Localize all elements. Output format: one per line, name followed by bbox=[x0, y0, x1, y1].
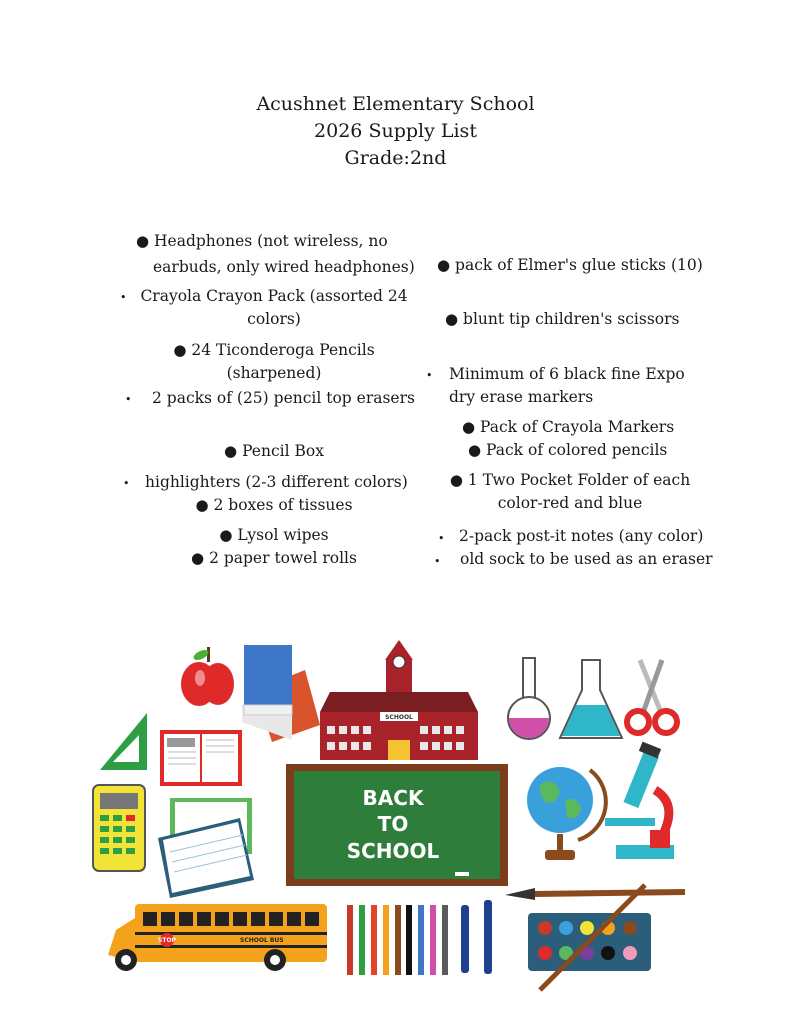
microscope-icon bbox=[605, 742, 674, 859]
list-item: ● blunt tip children's scissors bbox=[445, 310, 680, 328]
list-item: ● Pack of Crayola Markers bbox=[462, 418, 675, 436]
bullet-marker: • bbox=[125, 393, 132, 406]
school-bus-icon bbox=[108, 904, 327, 971]
list-item: ● 24 Ticonderoga Pencils (sharpened) bbox=[173, 341, 375, 382]
bus-sign: SCHOOL BUS bbox=[240, 937, 284, 944]
board-line: TO bbox=[377, 812, 409, 836]
list-item: ● Pencil Box bbox=[224, 442, 324, 460]
back-to-school-illustration bbox=[0, 620, 791, 1024]
list-item: ● pack of Elmer's glue sticks (10) bbox=[437, 256, 703, 274]
list-item: ● Lysol wipes bbox=[219, 526, 329, 544]
list-item: old sock to be used as an eraser bbox=[460, 550, 713, 568]
stop-sign: STOP bbox=[158, 937, 176, 944]
colored-pencils-icon bbox=[347, 905, 448, 975]
list-item: highlighters (2-3 different colors) bbox=[145, 473, 408, 491]
bullet-marker: • bbox=[434, 555, 441, 568]
bullet-marker: • bbox=[120, 291, 127, 304]
ruler-triangle-icon bbox=[100, 713, 147, 770]
list-item: 2-pack post-it notes (any color) bbox=[459, 527, 704, 545]
globe-icon bbox=[527, 767, 606, 860]
apple-icon bbox=[181, 647, 234, 706]
list-item: ● 2 boxes of tissues bbox=[195, 496, 353, 514]
list-item: ● Pack of colored pencils bbox=[468, 441, 668, 459]
list-item: earbuds, only wired headphones) bbox=[153, 258, 415, 276]
list-item: ● Headphones (not wireless, no bbox=[136, 232, 388, 250]
list-item: ● 2 paper towel rolls bbox=[191, 549, 357, 567]
board-line: BACK bbox=[362, 786, 424, 810]
list-item: ● 1 Two Pocket Folder of each color-red and blue bbox=[449, 471, 691, 512]
flask-icon bbox=[508, 658, 550, 739]
pens-icon bbox=[461, 900, 492, 974]
notebook-icon bbox=[158, 798, 254, 898]
list-item: Minimum of 6 black fine Expo dry erase markers bbox=[449, 365, 685, 406]
school-name: Acushnet Elementary School bbox=[256, 93, 535, 115]
beaker-icon bbox=[560, 660, 622, 738]
scissors-icon bbox=[627, 660, 677, 733]
list-item: Crayola Crayon Pack (assorted 24 colors) bbox=[140, 287, 408, 328]
chalkboard-icon bbox=[286, 764, 508, 886]
school-sign: SCHOOL bbox=[385, 714, 413, 721]
bullet-marker: • bbox=[426, 369, 433, 382]
paint-palette-icon bbox=[528, 885, 651, 990]
list-item: 2 packs of (25) pencil top erasers bbox=[152, 389, 415, 407]
board-line: SCHOOL bbox=[346, 839, 440, 863]
grade-label: Grade:2nd bbox=[344, 147, 447, 169]
open-book-icon bbox=[160, 730, 242, 786]
books-icon bbox=[242, 645, 320, 742]
supply-list-title: 2026 Supply List bbox=[314, 120, 477, 142]
bullet-marker: • bbox=[123, 477, 130, 490]
bullet-marker: • bbox=[438, 532, 445, 545]
calculator-icon bbox=[93, 785, 145, 871]
school-building-icon bbox=[320, 640, 478, 760]
paintbrush-icon bbox=[505, 888, 685, 900]
